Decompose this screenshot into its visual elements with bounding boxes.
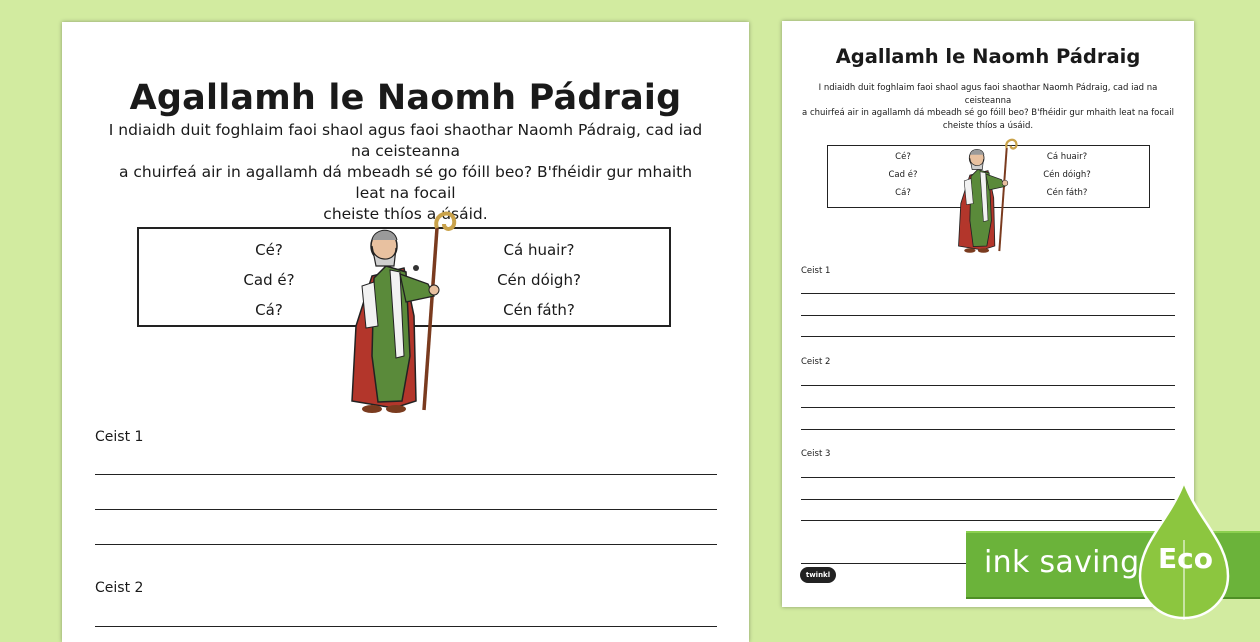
question-word: Cá huair? — [1046, 152, 1088, 162]
question-word: Cén fáth? — [503, 301, 575, 319]
question-label: Ceist 1 — [801, 266, 831, 276]
question-word: Cé? — [895, 152, 911, 162]
question-label: Ceist 1 — [95, 429, 144, 445]
worksheet-page-large — [62, 22, 749, 642]
worksheet-title: Agallamh le Naomh Pádraig — [129, 78, 682, 118]
intro-line: cheiste thíos a úsáid. — [323, 205, 488, 223]
worksheet-page-preview — [782, 21, 1194, 607]
question-word: Cad é? — [243, 271, 295, 289]
answer-line — [801, 293, 1175, 294]
answer-line — [801, 563, 981, 564]
question-word: Cá? — [255, 301, 283, 319]
question-label: Ceist 3 — [801, 449, 831, 459]
question-word: Cé? — [255, 241, 283, 259]
answer-line — [801, 336, 1175, 337]
answer-line — [801, 520, 1175, 521]
intro-line: I ndiaidh duit foghlaim faoi shaol agus faoi shaothar Naomh Pádraig, cad iad na ceisteanna — [108, 121, 703, 160]
answer-line — [801, 407, 1175, 408]
question-word: Cad é? — [888, 170, 918, 180]
question-word: Cá huair? — [503, 241, 575, 259]
twinkl-logo-icon: twinkl — [800, 567, 836, 583]
answer-line — [801, 385, 1175, 386]
ink-saving-label: ink saving — [984, 545, 1140, 580]
preview-title: Agallamh le Naomh Pádraig — [835, 45, 1141, 68]
answer-line — [95, 474, 717, 475]
answer-line — [95, 544, 717, 545]
answer-line — [801, 429, 1175, 430]
question-label: Ceist 2 — [801, 357, 831, 367]
question-word: Cá? — [895, 188, 911, 198]
question-word: Cén dóigh? — [497, 271, 581, 289]
question-word: Cén dóigh? — [1043, 170, 1091, 180]
eco-label: Eco — [1158, 542, 1213, 575]
saint-patrick-illustration — [344, 206, 464, 416]
intro-line: I ndiaidh duit foghlaim faoi shaol agus faoi shaothar Naomh Pádraig, cad iad na ceisteanna — [818, 83, 1158, 106]
intro-line: a chuirfeá air in agallamh dá mbeadh sé go fóill beo? B'fhéidir gur mhaith leat na focail — [802, 108, 1174, 118]
answer-line — [95, 509, 717, 510]
answer-line — [801, 477, 1175, 478]
answer-line — [801, 499, 1175, 500]
saint-patrick-illustration — [954, 133, 1022, 257]
question-word: Cén fáth? — [1046, 188, 1088, 198]
intro-line: cheiste thíos a úsáid. — [942, 120, 1034, 131]
answer-line — [95, 626, 717, 627]
intro-line: a chuirfeá air in agallamh dá mbeadh sé go fóill beo? B'fhéidir gur mhaith leat na focail — [118, 163, 693, 202]
question-label: Ceist 2 — [95, 580, 144, 596]
answer-line — [801, 315, 1175, 316]
preview-intro — [802, 82, 1174, 132]
